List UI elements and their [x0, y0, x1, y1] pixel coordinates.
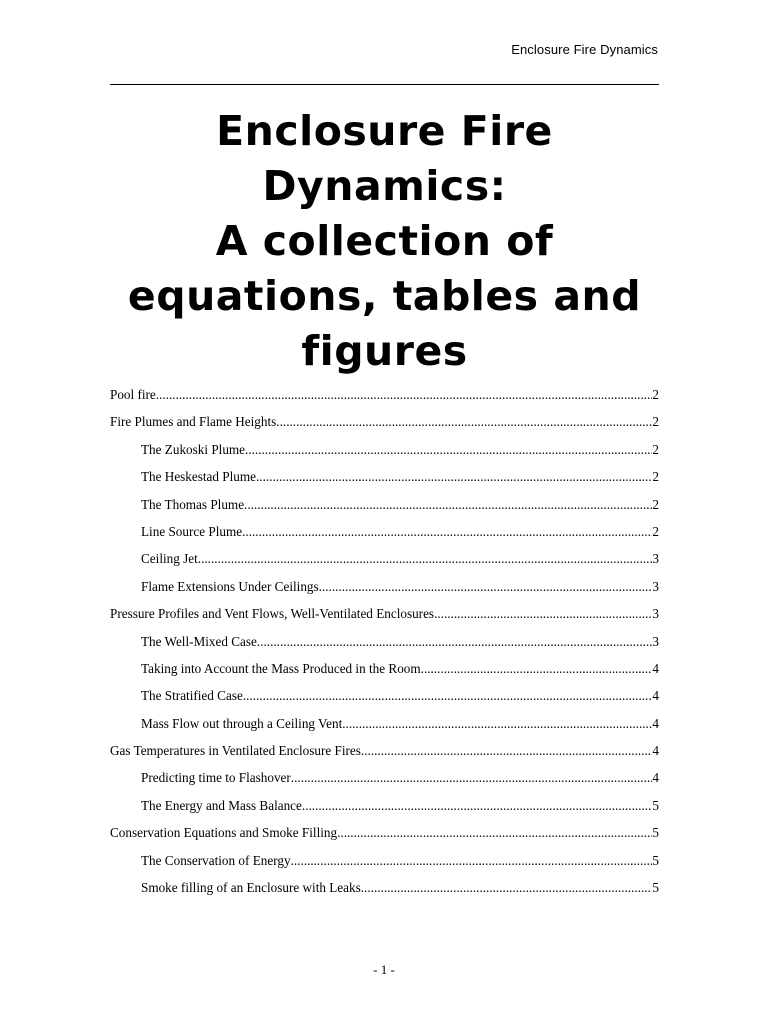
toc-entry-page: 4 [652, 770, 659, 786]
toc-entry-page: 2 [652, 441, 659, 457]
toc-entry-page: 2 [652, 523, 659, 539]
toc-entry[interactable] [110, 655, 659, 682]
toc-entry-page: 2 [652, 496, 659, 512]
toc-dot-leader [276, 408, 652, 435]
toc-entry-page: 5 [652, 880, 659, 896]
toc-entry-title: Taking into Account the Mass Produced in the Room [141, 660, 421, 676]
toc-entry[interactable] [110, 463, 659, 490]
toc-entry[interactable] [110, 792, 659, 819]
toc-entry[interactable] [110, 408, 659, 435]
toc-entry-title: The Thomas Plume [141, 496, 245, 512]
toc-entry-title: The Energy and Mass Balance [141, 797, 302, 813]
header-rule [110, 84, 659, 85]
toc-dot-leader [156, 381, 653, 408]
toc-dot-leader [319, 573, 653, 600]
toc-dot-leader [242, 518, 652, 545]
toc-entry-title: The Well-Mixed Case [141, 633, 257, 649]
toc-dot-leader [256, 463, 652, 490]
toc-entry-title: Pool fire [110, 387, 156, 402]
toc-dot-leader [244, 491, 652, 518]
toc-entry[interactable] [110, 874, 659, 901]
toc-entry-page: 4 [652, 660, 659, 676]
toc-entry-page: 3 [652, 633, 659, 649]
toc-entry[interactable] [110, 628, 659, 655]
toc-entry[interactable] [110, 381, 659, 408]
toc-dot-leader [302, 792, 653, 819]
title-line: Dynamics: [262, 162, 507, 210]
toc-entry-title: Predicting time to Flashover [141, 770, 291, 786]
running-header: Enclosure Fire Dynamics [511, 42, 658, 57]
toc-entry-title: Fire Plumes and Flame Heights [110, 414, 277, 430]
toc-entry-title: The Stratified Case [141, 688, 243, 704]
toc-dot-leader [434, 600, 652, 627]
toc-dot-leader [245, 436, 652, 463]
toc-entry-title: Ceiling Jet [141, 551, 198, 567]
toc-entry[interactable] [110, 819, 659, 846]
title-line: Enclosure Fire [216, 107, 553, 155]
toc-entry-page: 4 [652, 688, 659, 704]
toc-entry-page: 5 [652, 825, 659, 841]
toc-entry-page: 5 [652, 852, 659, 868]
toc-entry[interactable] [110, 847, 659, 874]
toc-dot-leader [421, 655, 653, 682]
title-line: figures [301, 327, 468, 375]
toc-dot-leader [198, 545, 653, 572]
toc-entry[interactable] [110, 710, 659, 737]
toc-entry[interactable] [110, 737, 659, 764]
toc-entry-page: 2 [652, 414, 659, 430]
toc-entry-page: 4 [652, 715, 659, 731]
toc-entry[interactable] [110, 518, 659, 545]
toc-dot-leader [361, 737, 652, 764]
toc-entry-page: 5 [652, 797, 659, 813]
toc-entry-title: Mass Flow out through a Ceiling Vent [141, 715, 343, 731]
toc-entry-title: Gas Temperatures in Ventilated Enclosure Fires [110, 743, 361, 759]
table-of-contents [110, 381, 659, 901]
document-title [110, 104, 659, 379]
toc-entry-title: Line Source Plume [141, 523, 243, 539]
title-line: equations, tables and [127, 272, 642, 320]
toc-entry-page: 3 [652, 606, 659, 622]
toc-entry-page: 3 [652, 551, 659, 567]
toc-entry-page: 2 [652, 469, 659, 485]
toc-entry[interactable] [110, 600, 659, 627]
toc-entry-title: Conservation Equations and Smoke Filling [110, 825, 338, 841]
toc-dot-leader [291, 764, 653, 791]
toc-dot-leader [291, 847, 653, 874]
page-number: - 1 - [373, 962, 395, 977]
toc-entry[interactable] [110, 436, 659, 463]
toc-entry[interactable] [110, 545, 659, 572]
toc-dot-leader [361, 874, 653, 901]
toc-entry[interactable] [110, 491, 659, 518]
title-line: A collection of [215, 217, 554, 265]
toc-entry-title: Flame Extensions Under Ceilings [141, 578, 319, 594]
toc-dot-leader [337, 819, 652, 846]
toc-entry[interactable] [110, 682, 659, 709]
toc-entry-page: 2 [652, 387, 659, 402]
toc-dot-leader [257, 628, 653, 655]
toc-entry-title: The Heskestad Plume [141, 469, 256, 485]
toc-entry-title: Smoke filling of an Enclosure with Leaks [141, 880, 361, 896]
toc-dot-leader [243, 682, 653, 709]
toc-entry-page: 4 [652, 743, 659, 759]
toc-entry[interactable] [110, 764, 659, 791]
toc-entry-title: The Conservation of Energy [141, 852, 291, 868]
toc-entry-title: The Zukoski Plume [141, 441, 246, 457]
toc-entry[interactable] [110, 573, 659, 600]
toc-entry-page: 3 [652, 578, 659, 594]
toc-entry-title: Pressure Profiles and Vent Flows, Well-Ventilated Enclosures [110, 606, 435, 622]
toc-dot-leader [342, 710, 652, 737]
